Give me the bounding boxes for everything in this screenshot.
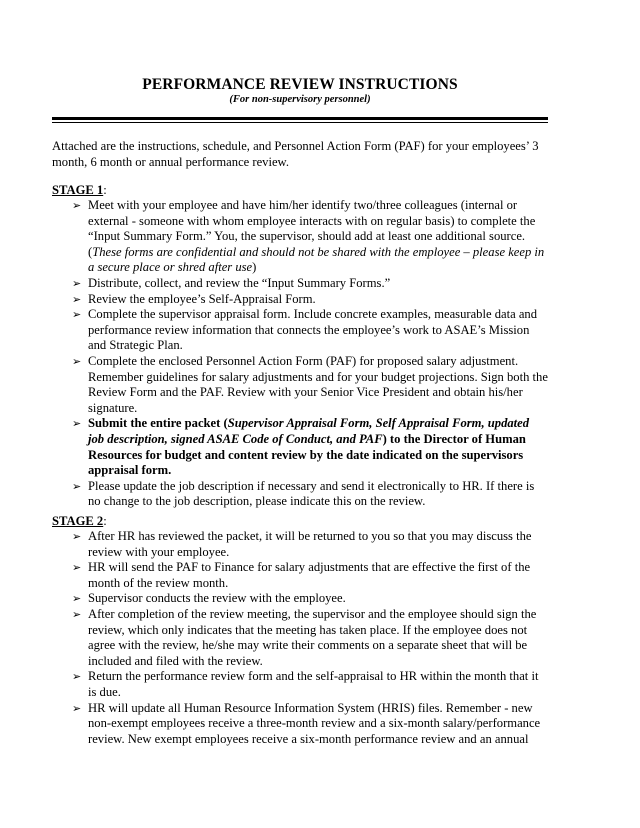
list-item-text: After completion of the review meeting, the supervisor and the employee should sign the review, which only indicates that the meeting has taken place. If the employee does not agree with the review, he/she may write their comments on a separate sheet that will be included and filed with the review. xyxy=(88,606,537,668)
stage2-heading-colon: : xyxy=(103,514,107,528)
arrow-bullet-icon: ➢ xyxy=(72,292,82,306)
list-item xyxy=(72,529,548,560)
list-item-bold-text-tail: ) to the Director of Human Resources for budget and content review by the date indicated on the supervisors appraisal form. xyxy=(88,431,526,478)
stage2-heading xyxy=(52,514,107,530)
list-item xyxy=(72,607,548,669)
list-item-bold-text: Submit the entire packet ( xyxy=(88,416,228,431)
list-item xyxy=(72,354,548,416)
arrow-bullet-icon: ➢ xyxy=(72,701,82,715)
list-item-text: Complete the enclosed Personnel Action Form (PAF) for proposed salary adjustment. Remember guidelines for salary adjustments and for your budget projections. Sign both the Review Form and the PAF. Review with your Senior Vice President and obtain his/her signature. xyxy=(88,353,548,415)
stage1-heading-label: STAGE 1 xyxy=(52,183,104,197)
list-item-text: Complete the supervisor appraisal form. Include concrete examples, measurable data and performance review information that connects the employee’s work to ASAE’s Mission and Strategic Plan. xyxy=(88,307,538,353)
list-item-text: HR will update all Human Resource Information System (HRIS) files. Remember - new non-exempt employees receive a three-month review and a six-month salary/performance review. New exempt employees receive a six-month performance review and an annual xyxy=(88,700,541,746)
header-rule-thick xyxy=(52,117,548,120)
header-rule-thin xyxy=(52,122,548,123)
arrow-bullet-icon: ➢ xyxy=(72,199,82,212)
list-item xyxy=(72,292,548,308)
list-item xyxy=(72,560,548,591)
stage1-list xyxy=(72,198,548,510)
arrow-bullet-icon: ➢ xyxy=(72,670,82,684)
arrow-bullet-icon: ➢ xyxy=(72,607,82,621)
arrow-bullet-icon: ➢ xyxy=(72,417,82,431)
list-item-text: Return the performance review form and the self-appraisal to HR within the month that it is due. xyxy=(88,669,539,699)
arrow-bullet-icon: ➢ xyxy=(72,592,82,606)
stage2-heading-label: STAGE 2 xyxy=(52,514,104,528)
arrow-bullet-icon: ➢ xyxy=(72,479,82,493)
arrow-bullet-icon: ➢ xyxy=(72,308,82,322)
list-item xyxy=(72,307,548,354)
list-item-text: Distribute, collect, and review the “Input Summary Forms.” xyxy=(88,275,391,290)
list-item-text: HR will send the PAF to Finance for salary adjustments that are effective the first of the month of the review month. xyxy=(88,560,531,590)
stage1-heading xyxy=(52,183,107,199)
arrow-bullet-icon: ➢ xyxy=(72,354,82,368)
stage1-heading-colon: : xyxy=(103,183,107,197)
list-item xyxy=(72,416,548,478)
list-item-text: Review the employee’s Self-Appraisal Form. xyxy=(88,291,316,306)
list-item-text: After HR has reviewed the packet, it will be returned to you so that you may discuss the review with your employee. xyxy=(88,529,532,559)
list-item-text: Meet with your employee and have him/her identify two/three colleagues (internal or external - someone with whom employee interacts with on regular basis) to complete the “Input Summary Form.” You, the supervisor, should add at least one additional source. ( xyxy=(88,198,536,259)
arrow-bullet-icon: ➢ xyxy=(72,276,82,290)
list-item xyxy=(72,479,548,510)
list-item-text: Please update the job description if necessary and send it electronically to HR. If there is no change to the job description, please indicate this on the review. xyxy=(88,478,535,509)
list-item xyxy=(72,276,548,292)
intro-paragraph: Attached are the instructions, schedule, and Personnel Action Form (PAF) for your employees’ 3 month, 6 month or annual performance review. xyxy=(52,139,539,169)
stage2-list xyxy=(72,529,548,747)
list-item xyxy=(72,591,548,607)
list-item-italic-note: These forms are confidential and should not be shared with the employee – please keep in a secure place or shred after use xyxy=(88,244,545,275)
list-item-bold-italic-text: Supervisor Appraisal Form, Self Appraisal Form, updated job description, signed ASAE Code of Conduct, and PAF xyxy=(88,416,530,446)
page-subtitle: (For non-supervisory personnel) xyxy=(229,94,371,105)
list-item xyxy=(72,701,548,748)
list-item xyxy=(72,198,548,276)
list-item-text-tail: ) xyxy=(252,260,257,275)
list-item xyxy=(72,669,548,700)
page-title: PERFORMANCE REVIEW INSTRUCTIONS xyxy=(142,76,458,93)
list-item-text: Supervisor conducts the review with the employee. xyxy=(88,591,346,606)
arrow-bullet-icon: ➢ xyxy=(72,530,82,543)
arrow-bullet-icon: ➢ xyxy=(72,561,82,575)
